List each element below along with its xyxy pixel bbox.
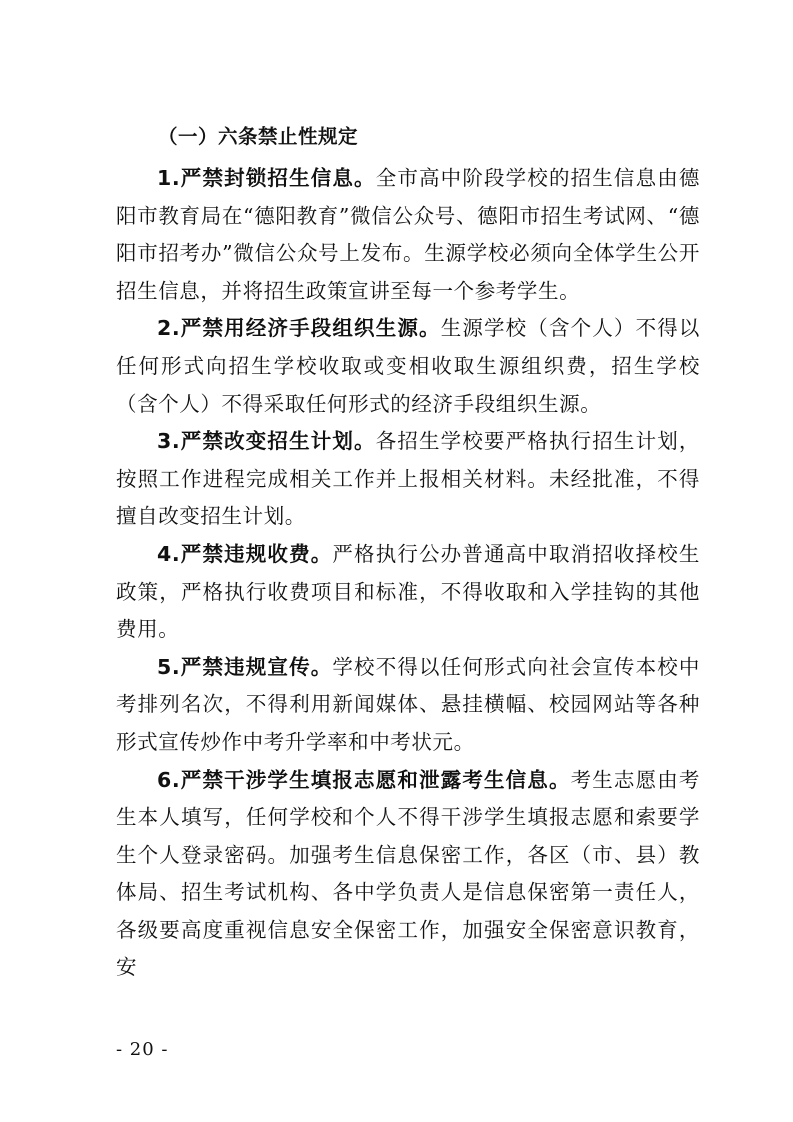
rule-title-3: 3.严禁改变招生计划。 (157, 429, 376, 454)
rule-title-6: 6.严禁干涉学生填报志愿和泄露考生信息。 (157, 767, 571, 792)
rule-paragraph-4 (116, 536, 700, 649)
rule-text-1: 全市高中阶段学校的招生信息由德阳市教育局在“德阳教育”微信公众号、德阳市招生考试网、“德阳市招考办”微信公众号上发布。生源学校必须向全体学生公开招生信息，并将招生政策宣讲至每一个参考学生。 (116, 166, 701, 303)
rule-paragraph-2 (116, 310, 700, 423)
rule-text-5: 学校不得以任何形式向社会宣传本校中考排列名次，不得利用新闻媒体、悬挂横幅、校园网站等各种形式宣传炒作中考升学率和中考状元。 (116, 654, 701, 754)
rule-title-1: 1.严禁封锁招生信息。 (157, 166, 376, 190)
rule-paragraph-1 (116, 160, 700, 310)
rule-title-2: 2.严禁用经济手段组织生源。 (157, 316, 441, 341)
rule-paragraph-6 (116, 762, 700, 988)
rules-body (116, 160, 700, 987)
rule-text-3: 各招生学校要严格执行招生计划，按照工作进程完成相关工作并上报相关材料。未经批准，不得擅自改变招生计划。 (116, 429, 701, 529)
rule-title-4: 4.严禁违规收费。 (157, 541, 333, 566)
rule-text-6: 考生志愿由考生本人填写，任何学校和个人不得干涉学生填报志愿和索要学生个人登录密码。加强考生信息保密工作，各区（市、县）教体局、招生考试机构、各中学负责人是信息保密第一责任人，各级要高度重视信息安全保密工作，加强安全保密意识教育，安 (116, 767, 700, 980)
rule-paragraph-5 (116, 649, 700, 762)
rule-paragraph-3 (116, 423, 700, 536)
page-number: - 20 - (116, 1039, 169, 1060)
section-heading: （一）六条禁止性规定 (158, 125, 359, 148)
rule-text-2: 生源学校（含个人）不得以任何形式向招生学校收取或变相收取生源组织费，招生学校（含个人）不得采取任何形式的经济手段组织生源。 (116, 316, 701, 416)
rule-title-5: 5.严禁违规宣传。 (157, 654, 333, 679)
rule-text-4: 严格执行公办普通高中取消招收择校生政策，严格执行收费项目和标准，不得收取和入学挂钩的其他费用。 (116, 541, 701, 642)
